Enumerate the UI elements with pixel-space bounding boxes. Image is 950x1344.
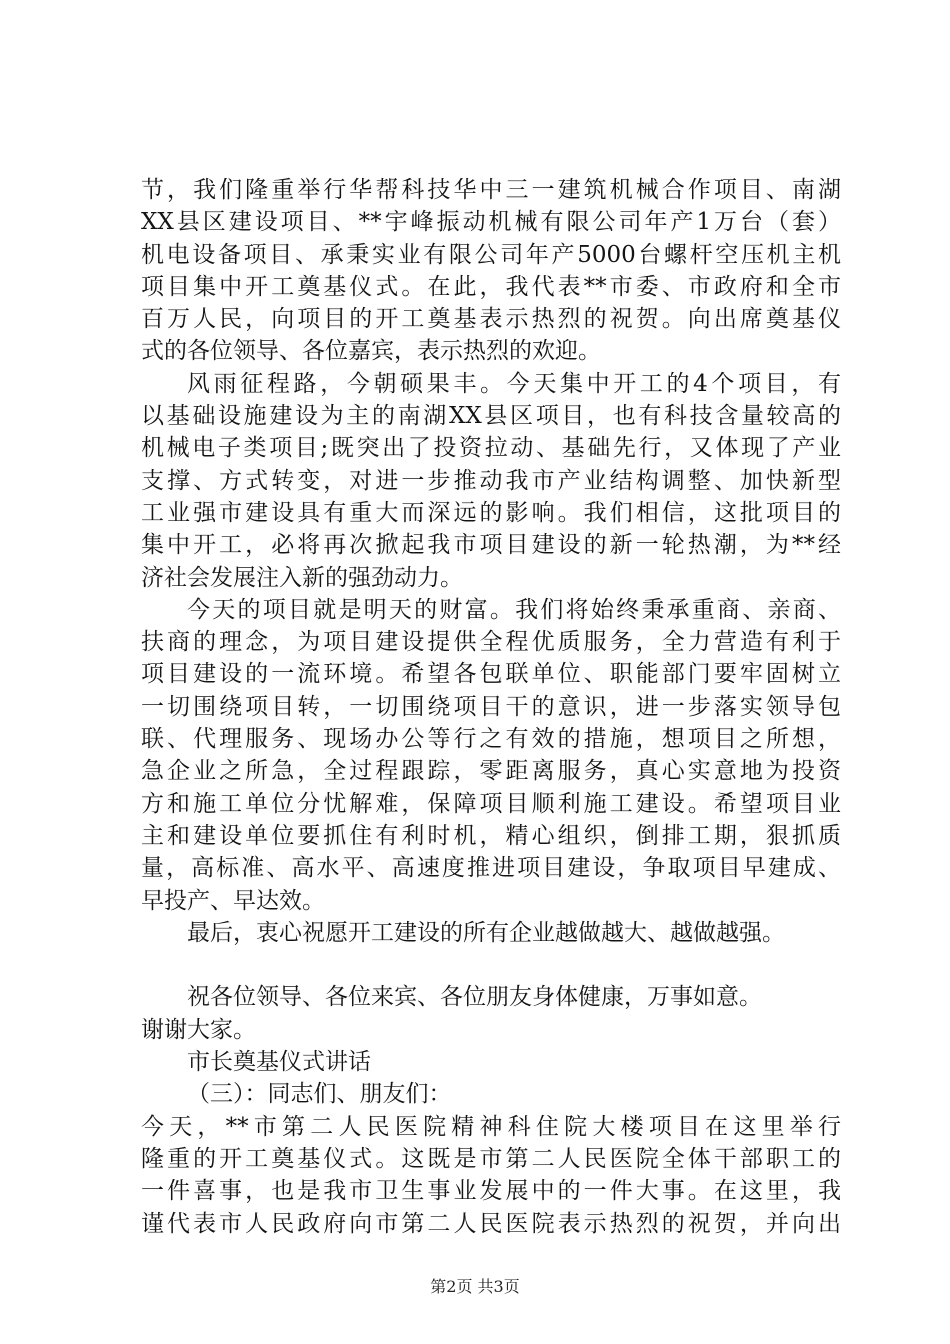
paragraph-start-line: 最后，衷心祝愿开工建设的所有企业越做越大、越做越强。 [187, 919, 785, 946]
text-line: XX县区建设项目、**宇峰振动机械有限公司年产1万台（套） [141, 209, 841, 236]
text-line: 以基础设施建设为主的南湖XX县区项目，也有科技含量较高的 [141, 403, 841, 430]
paragraph-start-line: 风雨征程路，今朝硕果丰。今天集中开工的4个项目，有 [187, 370, 841, 397]
text-line: 扶商的理念，为项目建设提供全程优质服务，全力营造有利于 [141, 629, 841, 656]
text-line: 项目建设的一流环境。希望各包联单位、职能部门要牢固树立 [141, 661, 841, 688]
text-line: 主和建设单位要抓住有利时机，精心组织，倒排工期，狠抓质 [141, 822, 841, 849]
salutation-line: （三）：同志们、朋友们： [187, 1081, 452, 1108]
text-line: 早投产、早达效。 [141, 887, 325, 914]
text-line: 一件喜事，也是我市卫生事业发展中的一件大事。在这里，我 [141, 1178, 841, 1205]
paragraph-start-line: 今天的项目就是明天的财富。我们将始终秉承重商、亲商、 [187, 596, 841, 623]
text-line: 式的各位领导、各位嘉宾，表示热烈的欢迎。 [141, 338, 601, 365]
text-line: 支撑、方式转变，对进一步推动我市产业结构调整、加快新型 [141, 467, 841, 494]
body-text [141, 174, 841, 1240]
paragraph-start-line: 祝各位领导、各位来宾、各位朋友身体健康，万事如意。 [187, 984, 762, 1011]
text-line: 百万人民，向项目的开工奠基表示热烈的祝贺。向出席奠基仪 [141, 306, 841, 333]
text-line: 节，我们隆重举行华帮科技华中三一建筑机械合作项目、南湖 [141, 177, 841, 203]
section-title: 市长奠基仪式讲话 [187, 1049, 371, 1076]
text-line: 工业强市建设具有重大而深远的影响。我们相信，这批项目的 [141, 499, 841, 526]
text-line: 济社会发展注入新的强劲动力。 [141, 564, 463, 591]
blank-line [141, 949, 841, 981]
text-line: 机电设备项目、承秉实业有限公司年产5000台螺杆空压机主机 [141, 241, 841, 268]
text-line: 机械电子类项目;既突出了投资拉动、基础先行，又体现了产业 [141, 435, 841, 462]
text-line: 联、代理服务、现场办公等行之有效的措施，想项目之所想， [141, 726, 841, 753]
text-line: 量，高标准、高水平、高速度推进项目建设，争取项目早建成、 [141, 855, 841, 882]
text-line: 集中开工，必将再次掀起我市项目建设的新一轮热潮，为**经 [141, 532, 841, 559]
page-number-footer: 第2页 共3页 [430, 1277, 520, 1296]
text-line: 谨代表市人民政府向市第二人民医院表示热烈的祝贺，并向出 [141, 1210, 841, 1237]
text-line: 谢谢大家。 [141, 1016, 256, 1043]
text-line: 一切围绕项目转，一切围绕项目干的意识，进一步落实领导包 [141, 693, 841, 720]
text-line: 隆重的开工奠基仪式。这既是市第二人民医院全体干部职工的 [141, 1145, 841, 1172]
text-line: 急企业之所急，全过程跟踪，零距离服务，真心实意地为投资 [141, 758, 841, 785]
paragraph-start-line: 今天，**市第二人民医院精神科住院大楼项目在这里举行 [141, 1113, 841, 1140]
text-line: 方和施工单位分忧解难，保障项目顺利施工建设。希望项目业 [141, 790, 841, 817]
text-line: 项目集中开工奠基仪式。在此，我代表**市委、市政府和全市 [141, 273, 841, 300]
